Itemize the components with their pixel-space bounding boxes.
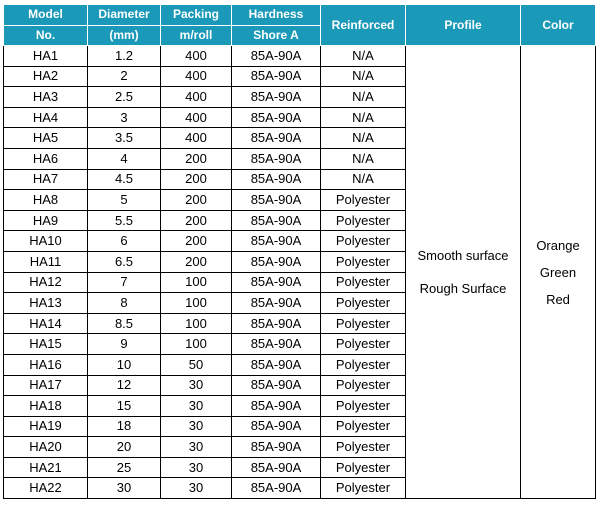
- header-hardness: Hardness: [232, 5, 321, 26]
- cell-hardness: 85A-90A: [232, 169, 321, 190]
- cell-diameter: 3.5: [88, 128, 161, 149]
- cell-packing: 100: [161, 272, 232, 293]
- cell-reinforced: Polyester: [321, 251, 406, 272]
- cell-reinforced: Polyester: [321, 354, 406, 375]
- cell-reinforced: Polyester: [321, 457, 406, 478]
- cell-reinforced: N/A: [321, 169, 406, 190]
- cell-reinforced: Polyester: [321, 190, 406, 211]
- color-option: Red: [546, 291, 570, 307]
- cell-packing: 30: [161, 437, 232, 458]
- cell-packing: 400: [161, 66, 232, 87]
- header-packing-sub: m/roll: [161, 25, 232, 46]
- cell-hardness: 85A-90A: [232, 416, 321, 437]
- cell-model: HA17: [4, 375, 88, 396]
- cell-packing: 200: [161, 251, 232, 272]
- cell-reinforced: Polyester: [321, 231, 406, 252]
- color-option: Green: [539, 264, 577, 280]
- cell-reinforced: Polyester: [321, 375, 406, 396]
- cell-packing: 30: [161, 375, 232, 396]
- cell-hardness: 85A-90A: [232, 293, 321, 314]
- cell-diameter: 9: [88, 334, 161, 355]
- cell-reinforced: Polyester: [321, 437, 406, 458]
- cell-packing: 30: [161, 478, 232, 499]
- cell-hardness: 85A-90A: [232, 231, 321, 252]
- cell-hardness: 85A-90A: [232, 437, 321, 458]
- header-color: Color: [521, 5, 596, 46]
- cell-hardness: 85A-90A: [232, 251, 321, 272]
- table-body: [4, 46, 596, 499]
- cell-model: HA21: [4, 457, 88, 478]
- header-reinforced: Reinforced: [321, 5, 406, 46]
- cell-model: HA11: [4, 251, 88, 272]
- cell-hardness: 85A-90A: [232, 478, 321, 499]
- cell-reinforced: N/A: [321, 87, 406, 108]
- cell-diameter: 8: [88, 293, 161, 314]
- cell-packing: 200: [161, 148, 232, 169]
- cell-model: HA12: [4, 272, 88, 293]
- cell-reinforced: Polyester: [321, 334, 406, 355]
- cell-packing: 100: [161, 313, 232, 334]
- cell-packing: 400: [161, 107, 232, 128]
- cell-model: HA9: [4, 210, 88, 231]
- header-model: Model: [4, 5, 88, 26]
- cell-reinforced: N/A: [321, 128, 406, 149]
- cell-packing: 200: [161, 231, 232, 252]
- cell-reinforced: Polyester: [321, 478, 406, 499]
- cell-model: HA3: [4, 87, 88, 108]
- cell-diameter: 18: [88, 416, 161, 437]
- cell-reinforced: N/A: [321, 107, 406, 128]
- profile-option: Smooth surface: [417, 248, 509, 264]
- cell-hardness: 85A-90A: [232, 457, 321, 478]
- cell-model: HA13: [4, 293, 88, 314]
- header-hardness-sub: Shore A: [232, 25, 321, 46]
- cell-reinforced: Polyester: [321, 313, 406, 334]
- cell-diameter: 2: [88, 66, 161, 87]
- header-diameter-sub: (mm): [88, 25, 161, 46]
- cell-diameter: 12: [88, 375, 161, 396]
- cell-model: HA16: [4, 354, 88, 375]
- cell-hardness: 85A-90A: [232, 396, 321, 417]
- cell-reinforced: N/A: [321, 46, 406, 67]
- cell-hardness: 85A-90A: [232, 66, 321, 87]
- cell-diameter: 5.5: [88, 210, 161, 231]
- cell-reinforced: N/A: [321, 66, 406, 87]
- cell-hardness: 85A-90A: [232, 46, 321, 67]
- cell-diameter: 30: [88, 478, 161, 499]
- cell-packing: 400: [161, 128, 232, 149]
- cell-model: HA20: [4, 437, 88, 458]
- cell-model: HA8: [4, 190, 88, 211]
- cell-packing: 400: [161, 46, 232, 67]
- spec-table-container: [3, 4, 596, 499]
- cell-packing: 100: [161, 334, 232, 355]
- cell-hardness: 85A-90A: [232, 313, 321, 334]
- cell-diameter: 8.5: [88, 313, 161, 334]
- color-cell: [521, 46, 596, 499]
- profile-cell: [406, 46, 521, 499]
- cell-model: HA6: [4, 148, 88, 169]
- cell-reinforced: Polyester: [321, 272, 406, 293]
- cell-hardness: 85A-90A: [232, 375, 321, 396]
- cell-diameter: 25: [88, 457, 161, 478]
- cell-model: HA2: [4, 66, 88, 87]
- cell-diameter: 4: [88, 148, 161, 169]
- spec-table: [3, 4, 596, 499]
- cell-diameter: 10: [88, 354, 161, 375]
- cell-hardness: 85A-90A: [232, 272, 321, 293]
- cell-model: HA10: [4, 231, 88, 252]
- cell-packing: 100: [161, 293, 232, 314]
- header-packing: Packing: [161, 5, 232, 26]
- cell-hardness: 85A-90A: [232, 354, 321, 375]
- header-model-sub: No.: [4, 25, 88, 46]
- cell-model: HA19: [4, 416, 88, 437]
- cell-diameter: 2.5: [88, 87, 161, 108]
- header-diameter: Diameter: [88, 5, 161, 26]
- cell-hardness: 85A-90A: [232, 334, 321, 355]
- table-header: [4, 5, 596, 46]
- cell-model: HA5: [4, 128, 88, 149]
- cell-model: HA22: [4, 478, 88, 499]
- cell-diameter: 3: [88, 107, 161, 128]
- cell-reinforced: Polyester: [321, 210, 406, 231]
- cell-diameter: 6: [88, 231, 161, 252]
- cell-model: HA18: [4, 396, 88, 417]
- cell-packing: 30: [161, 457, 232, 478]
- cell-packing: 200: [161, 169, 232, 190]
- cell-reinforced: Polyester: [321, 416, 406, 437]
- cell-model: HA4: [4, 107, 88, 128]
- cell-hardness: 85A-90A: [232, 87, 321, 108]
- table-row: [4, 46, 596, 67]
- cell-packing: 200: [161, 190, 232, 211]
- cell-packing: 400: [161, 87, 232, 108]
- cell-model: HA7: [4, 169, 88, 190]
- cell-model: HA14: [4, 313, 88, 334]
- cell-reinforced: N/A: [321, 148, 406, 169]
- cell-packing: 30: [161, 416, 232, 437]
- cell-diameter: 1.2: [88, 46, 161, 67]
- cell-reinforced: Polyester: [321, 396, 406, 417]
- cell-model: HA1: [4, 46, 88, 67]
- cell-diameter: 4.5: [88, 169, 161, 190]
- cell-packing: 200: [161, 210, 232, 231]
- cell-reinforced: Polyester: [321, 293, 406, 314]
- cell-hardness: 85A-90A: [232, 190, 321, 211]
- cell-packing: 30: [161, 396, 232, 417]
- cell-hardness: 85A-90A: [232, 210, 321, 231]
- cell-hardness: 85A-90A: [232, 148, 321, 169]
- cell-hardness: 85A-90A: [232, 128, 321, 149]
- profile-option: Rough Surface: [419, 281, 507, 297]
- color-option: Orange: [536, 237, 580, 253]
- cell-model: HA15: [4, 334, 88, 355]
- cell-diameter: 20: [88, 437, 161, 458]
- cell-diameter: 15: [88, 396, 161, 417]
- cell-hardness: 85A-90A: [232, 107, 321, 128]
- cell-packing: 50: [161, 354, 232, 375]
- header-profile: Profile: [406, 5, 521, 46]
- cell-diameter: 7: [88, 272, 161, 293]
- cell-diameter: 6.5: [88, 251, 161, 272]
- cell-diameter: 5: [88, 190, 161, 211]
